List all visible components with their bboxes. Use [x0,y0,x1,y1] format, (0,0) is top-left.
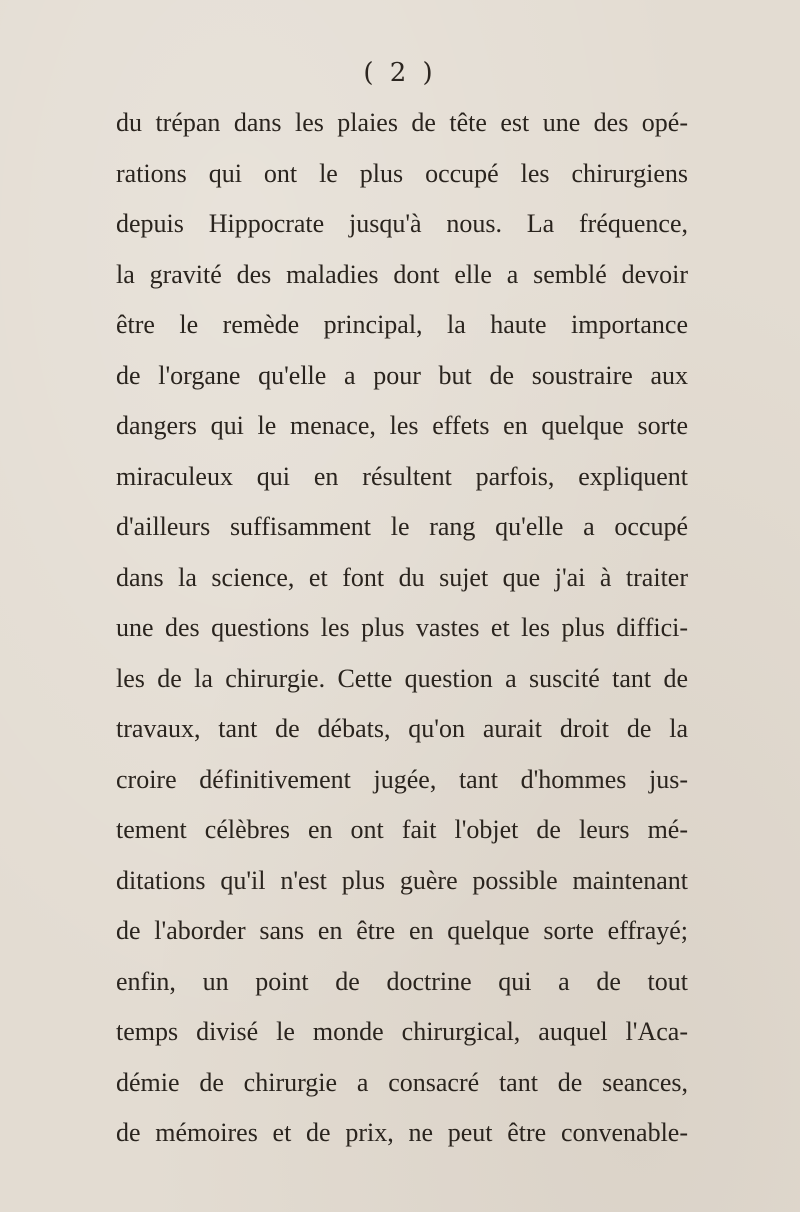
text-line: miraculeux qui en résultent parfois, expliquent [116,461,688,491]
text-line: de l'aborder sans en être en quelque sorte effrayé; [116,916,688,945]
text-line: d'ailleurs suffisamment le rang qu'elle a occupé [116,512,688,541]
text-line: de mémoires et de prix, ne peut être convenable- [116,1118,688,1147]
text-line: de l'organe qu'elle a pour but de soustraire aux [116,360,688,390]
text-line: tement célèbres en ont fait l'objet de leurs mé- [116,815,688,844]
text-line: dangers qui le menace, les effets en quelque sorte [116,411,688,440]
text-line: croire définitivement jugée, tant d'hommes jus- [116,764,688,794]
text-line: les de la chirurgie. Cette question a suscité tant de [116,663,688,693]
text-line: la gravité des maladies dont elle a semblé devoir [116,259,688,289]
page-number: ( 2 ) [363,58,437,88]
text-line: du trépan dans les plaies de tête est une des opé- [116,108,688,137]
text-line: depuis Hippocrate jusqu'à nous. La fréquence, [116,209,688,238]
text-line: enfin, un point de doctrine qui a de tout [116,966,688,996]
text-line: démie de chirurgie a consacré tant de seances, [116,1067,688,1097]
text-line: rations qui ont le plus occupé les chirurgiens [116,158,688,188]
text-line: travaux, tant de débats, qu'on aurait droit de la [116,714,688,743]
text-line: être le remède principal, la haute importance [116,310,688,339]
text-line: une des questions les plus vastes et les plus diffici- [116,613,688,642]
body-text [116,98,688,1159]
text-line: ditations qu'il n'est plus guère possible maintenant [116,865,688,895]
text-line: temps divisé le monde chirurgical, auquel l'Aca- [116,1017,688,1046]
text-line: dans la science, et font du sujet que j'ai à traiter [116,562,688,592]
